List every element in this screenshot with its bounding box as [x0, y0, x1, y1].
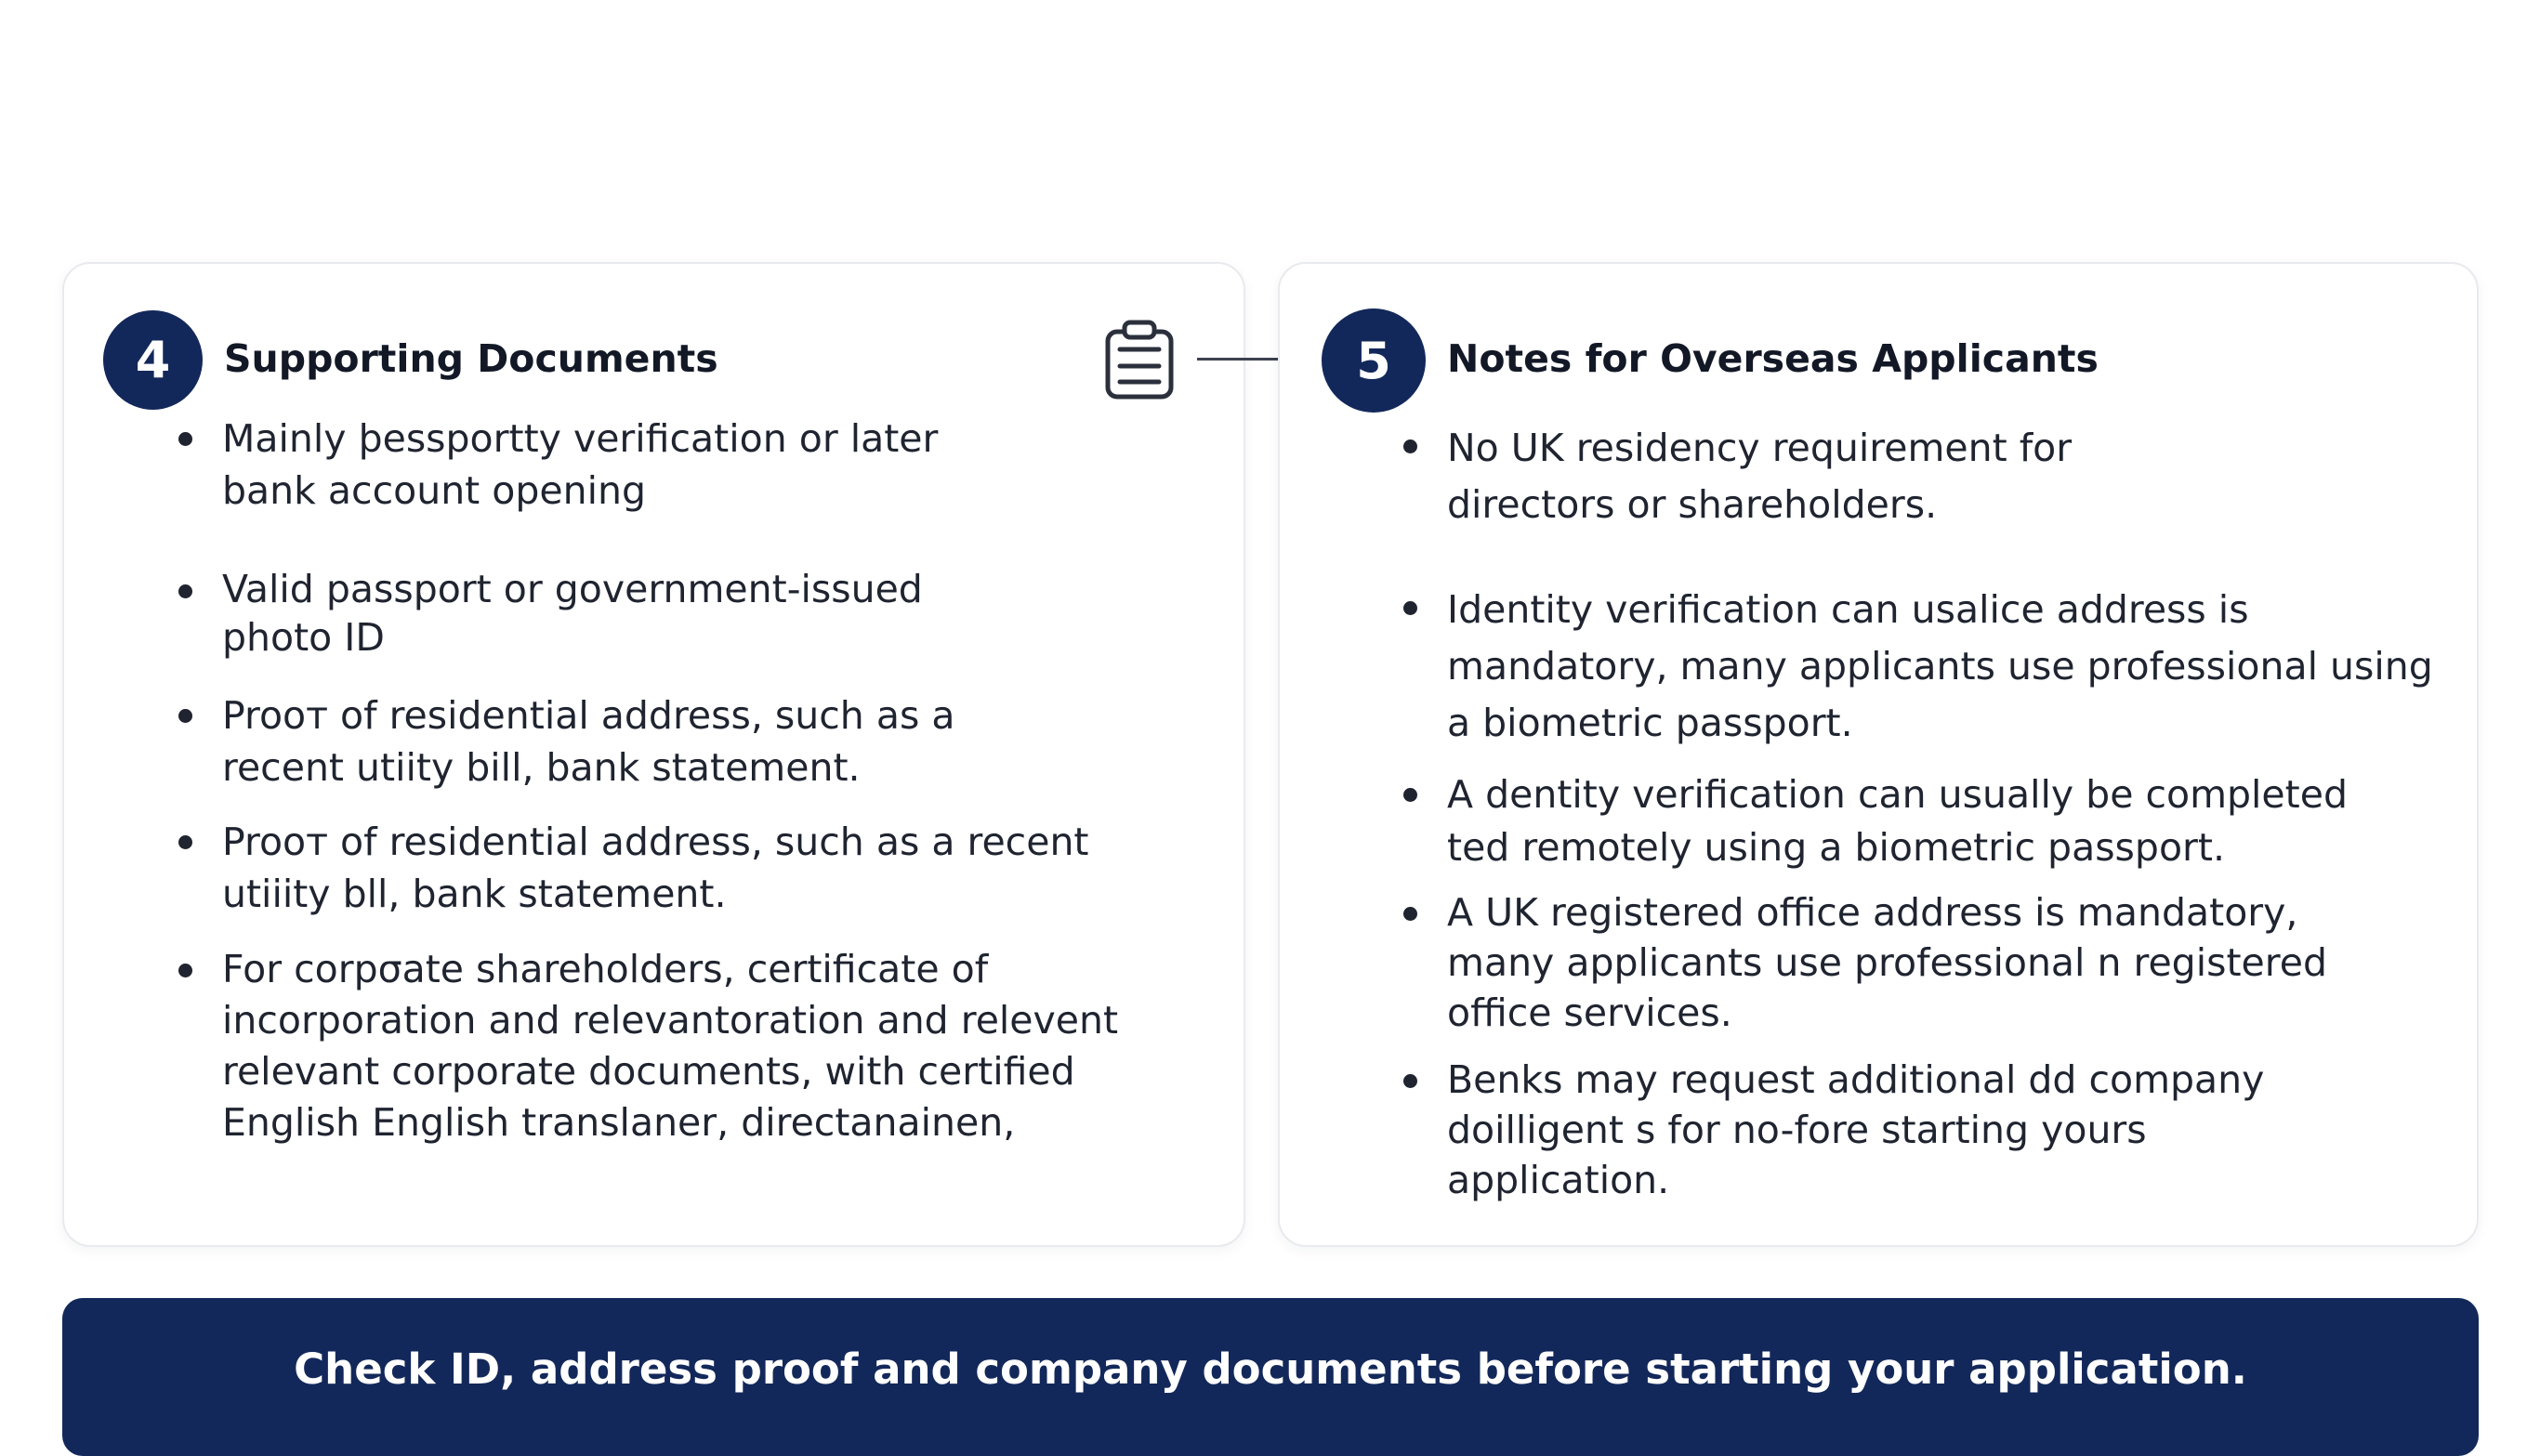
overseas-applicants-title: Notes for Overseas Applicants [1447, 336, 2099, 381]
list-item: No UK residency requirement for directors or shareholders. [1447, 420, 2209, 533]
step-4-badge: 4 [103, 310, 203, 410]
step-5-badge: 5 [1322, 308, 1426, 413]
list-item: A UK registered office address is mandatory, many applicants use professional n registered office services. [1447, 887, 2414, 1038]
list-item: Identity verification can usalice address is mandatory, many applicants use professional using a biometric passport. [1447, 582, 2451, 752]
clipboard-icon [1104, 319, 1175, 400]
list-item: A dentity verification can usually be completed ted remotely using a biometric passport. [1447, 768, 2414, 874]
list-item: For corpσate shareholders, certificate of incorporation and relevantoration and relevent relevant corporate documents, with certified English English translaner, directanainen, [222, 944, 1207, 1148]
list-item: Valid passport or government-issued photo ID [222, 565, 984, 662]
list-item: Mainly þessportty verification or later bank account opening [222, 413, 947, 517]
reminder-banner [62, 1298, 2479, 1456]
overseas-applicants-list [1447, 420, 2451, 1205]
list-item: Benks may request additional dd company doilligent s for no-fore starting yours application. [1447, 1055, 2339, 1205]
list-item: Prooт of residential address, such as a recent utiiity bll, bank statement. [222, 816, 1189, 920]
supporting-documents-card [62, 262, 1245, 1247]
supporting-documents-list [222, 413, 1207, 1148]
reminder-banner-text: Check ID, address proof and company documents before starting your application. [294, 1345, 2247, 1394]
supporting-documents-title: Supporting Documents [224, 336, 718, 381]
list-item: Prooт of residential address, such as a recent utiity bill, bank statement. [222, 689, 1003, 794]
overseas-applicants-card [1278, 262, 2479, 1247]
